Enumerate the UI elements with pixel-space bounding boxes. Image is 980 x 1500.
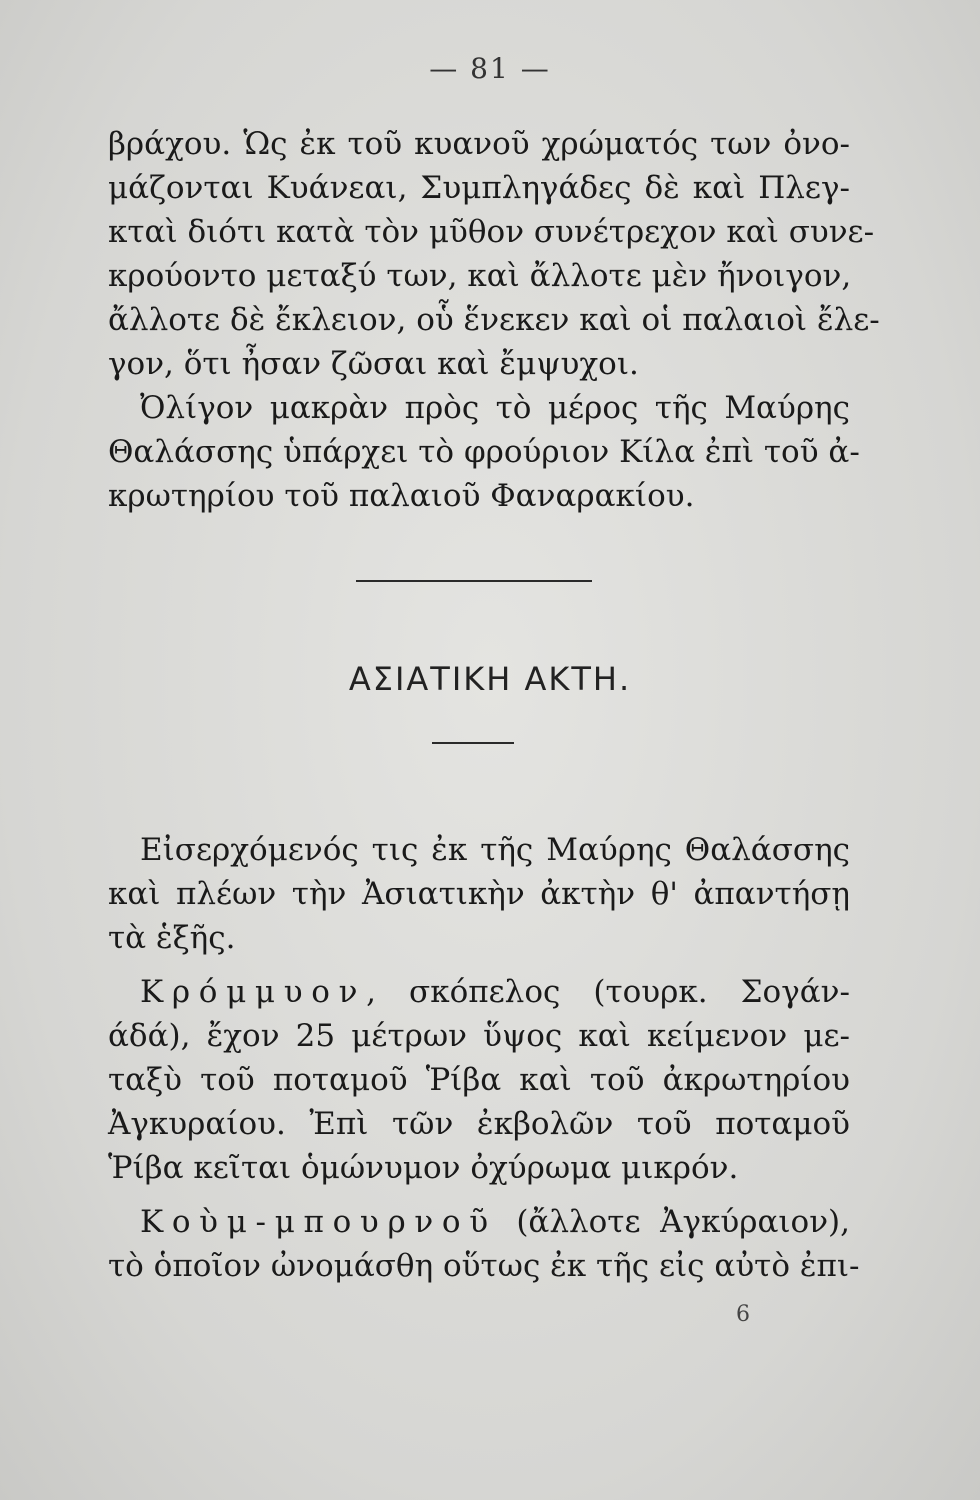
text-line: τὰ ἑξῆς. xyxy=(108,920,236,956)
text-line: Θαλάσσης ὑπάρχει τὸ φρούριον Κίλα ἐπὶ τοῦ ἀ- xyxy=(108,434,860,470)
section-heading: ΑΣΙΑΤΙΚΗ ΑΚΤΗ. xyxy=(348,660,632,698)
paragraph-2 xyxy=(108,386,860,518)
text-line: Εἰσερχόμενός τις ἐκ τῆς Μαύρης Θαλάσσης xyxy=(140,832,850,868)
text-line: μάζονται Κυάνεαι, Συμπληγάδες δὲ καὶ Πλεγ- xyxy=(108,170,850,206)
text-line: Ὀλίγον μακρὰν πρὸς τὸ μέρος τῆς Μαύρης xyxy=(140,390,850,426)
text-line: Ἀγκυραίου. Ἐπὶ τῶν ἐκβολῶν τοῦ ποταμοῦ xyxy=(108,1106,850,1142)
paragraph-1 xyxy=(108,122,880,386)
entry-text: , σκόπελος (τουρκ. Σογάν- xyxy=(366,974,850,1010)
text-line: γον, ὅτι ἦσαν ζῶσαι καὶ ἔμψυχοι. xyxy=(108,346,639,382)
text-line: κταὶ διότι κατὰ τὸν μῦθον συνέτρεχον καὶ συνε- xyxy=(108,214,875,250)
entry-text: (ἄλλοτε Ἀγκύραιον), xyxy=(496,1204,850,1240)
text-line: κρούοντο μεταξύ των, καὶ ἄλλοτε μὲν ἤνοιγον, xyxy=(108,258,852,294)
text-line: Ῥίβα κεῖται ὁμώνυμον ὀχύρωμα μικρόν. xyxy=(108,1150,739,1186)
text-line xyxy=(108,970,850,1014)
page-number: — 81 — xyxy=(429,52,551,85)
text-line: άδά), ἔχον 25 μέτρων ὕψος καὶ κείμενον με- xyxy=(108,1018,850,1054)
text-line xyxy=(108,1200,850,1244)
text-line: ταξὺ τοῦ ποταμοῦ Ῥίβα καὶ τοῦ ἀκρωτηρίου xyxy=(108,1062,850,1098)
text-line: καὶ πλέων τὴν Ἀσιατικὴν ἀκτὴν θ' ἀπαντήσῃ xyxy=(108,876,850,912)
section-divider-top xyxy=(356,580,592,582)
paragraph-3 xyxy=(108,828,850,960)
section-divider-bottom xyxy=(432,742,514,744)
signature-mark: 6 xyxy=(736,1302,750,1327)
text-line: κρωτηρίου τοῦ παλαιοῦ Φαναρακίου. xyxy=(108,478,695,514)
text-line: τὸ ὁποῖον ὠνομάσθη οὕτως ἐκ τῆς εἰς αὐτὸ ἐπι- xyxy=(108,1248,860,1284)
entry-term: Κοὺμ-μπουρνοῦ xyxy=(140,1204,497,1240)
paragraph-5 xyxy=(108,1200,860,1288)
text-line: βράχου. Ὡς ἐκ τοῦ κυανοῦ χρώματός των ὀνο- xyxy=(108,126,850,162)
text-line: ἄλλοτε δὲ ἔκλειον, οὗ ἕνεκεν καὶ οἱ παλαιοὶ ἔλε- xyxy=(108,302,880,338)
entry-term: Κρόμμυον xyxy=(140,974,367,1010)
paragraph-4 xyxy=(108,970,850,1190)
